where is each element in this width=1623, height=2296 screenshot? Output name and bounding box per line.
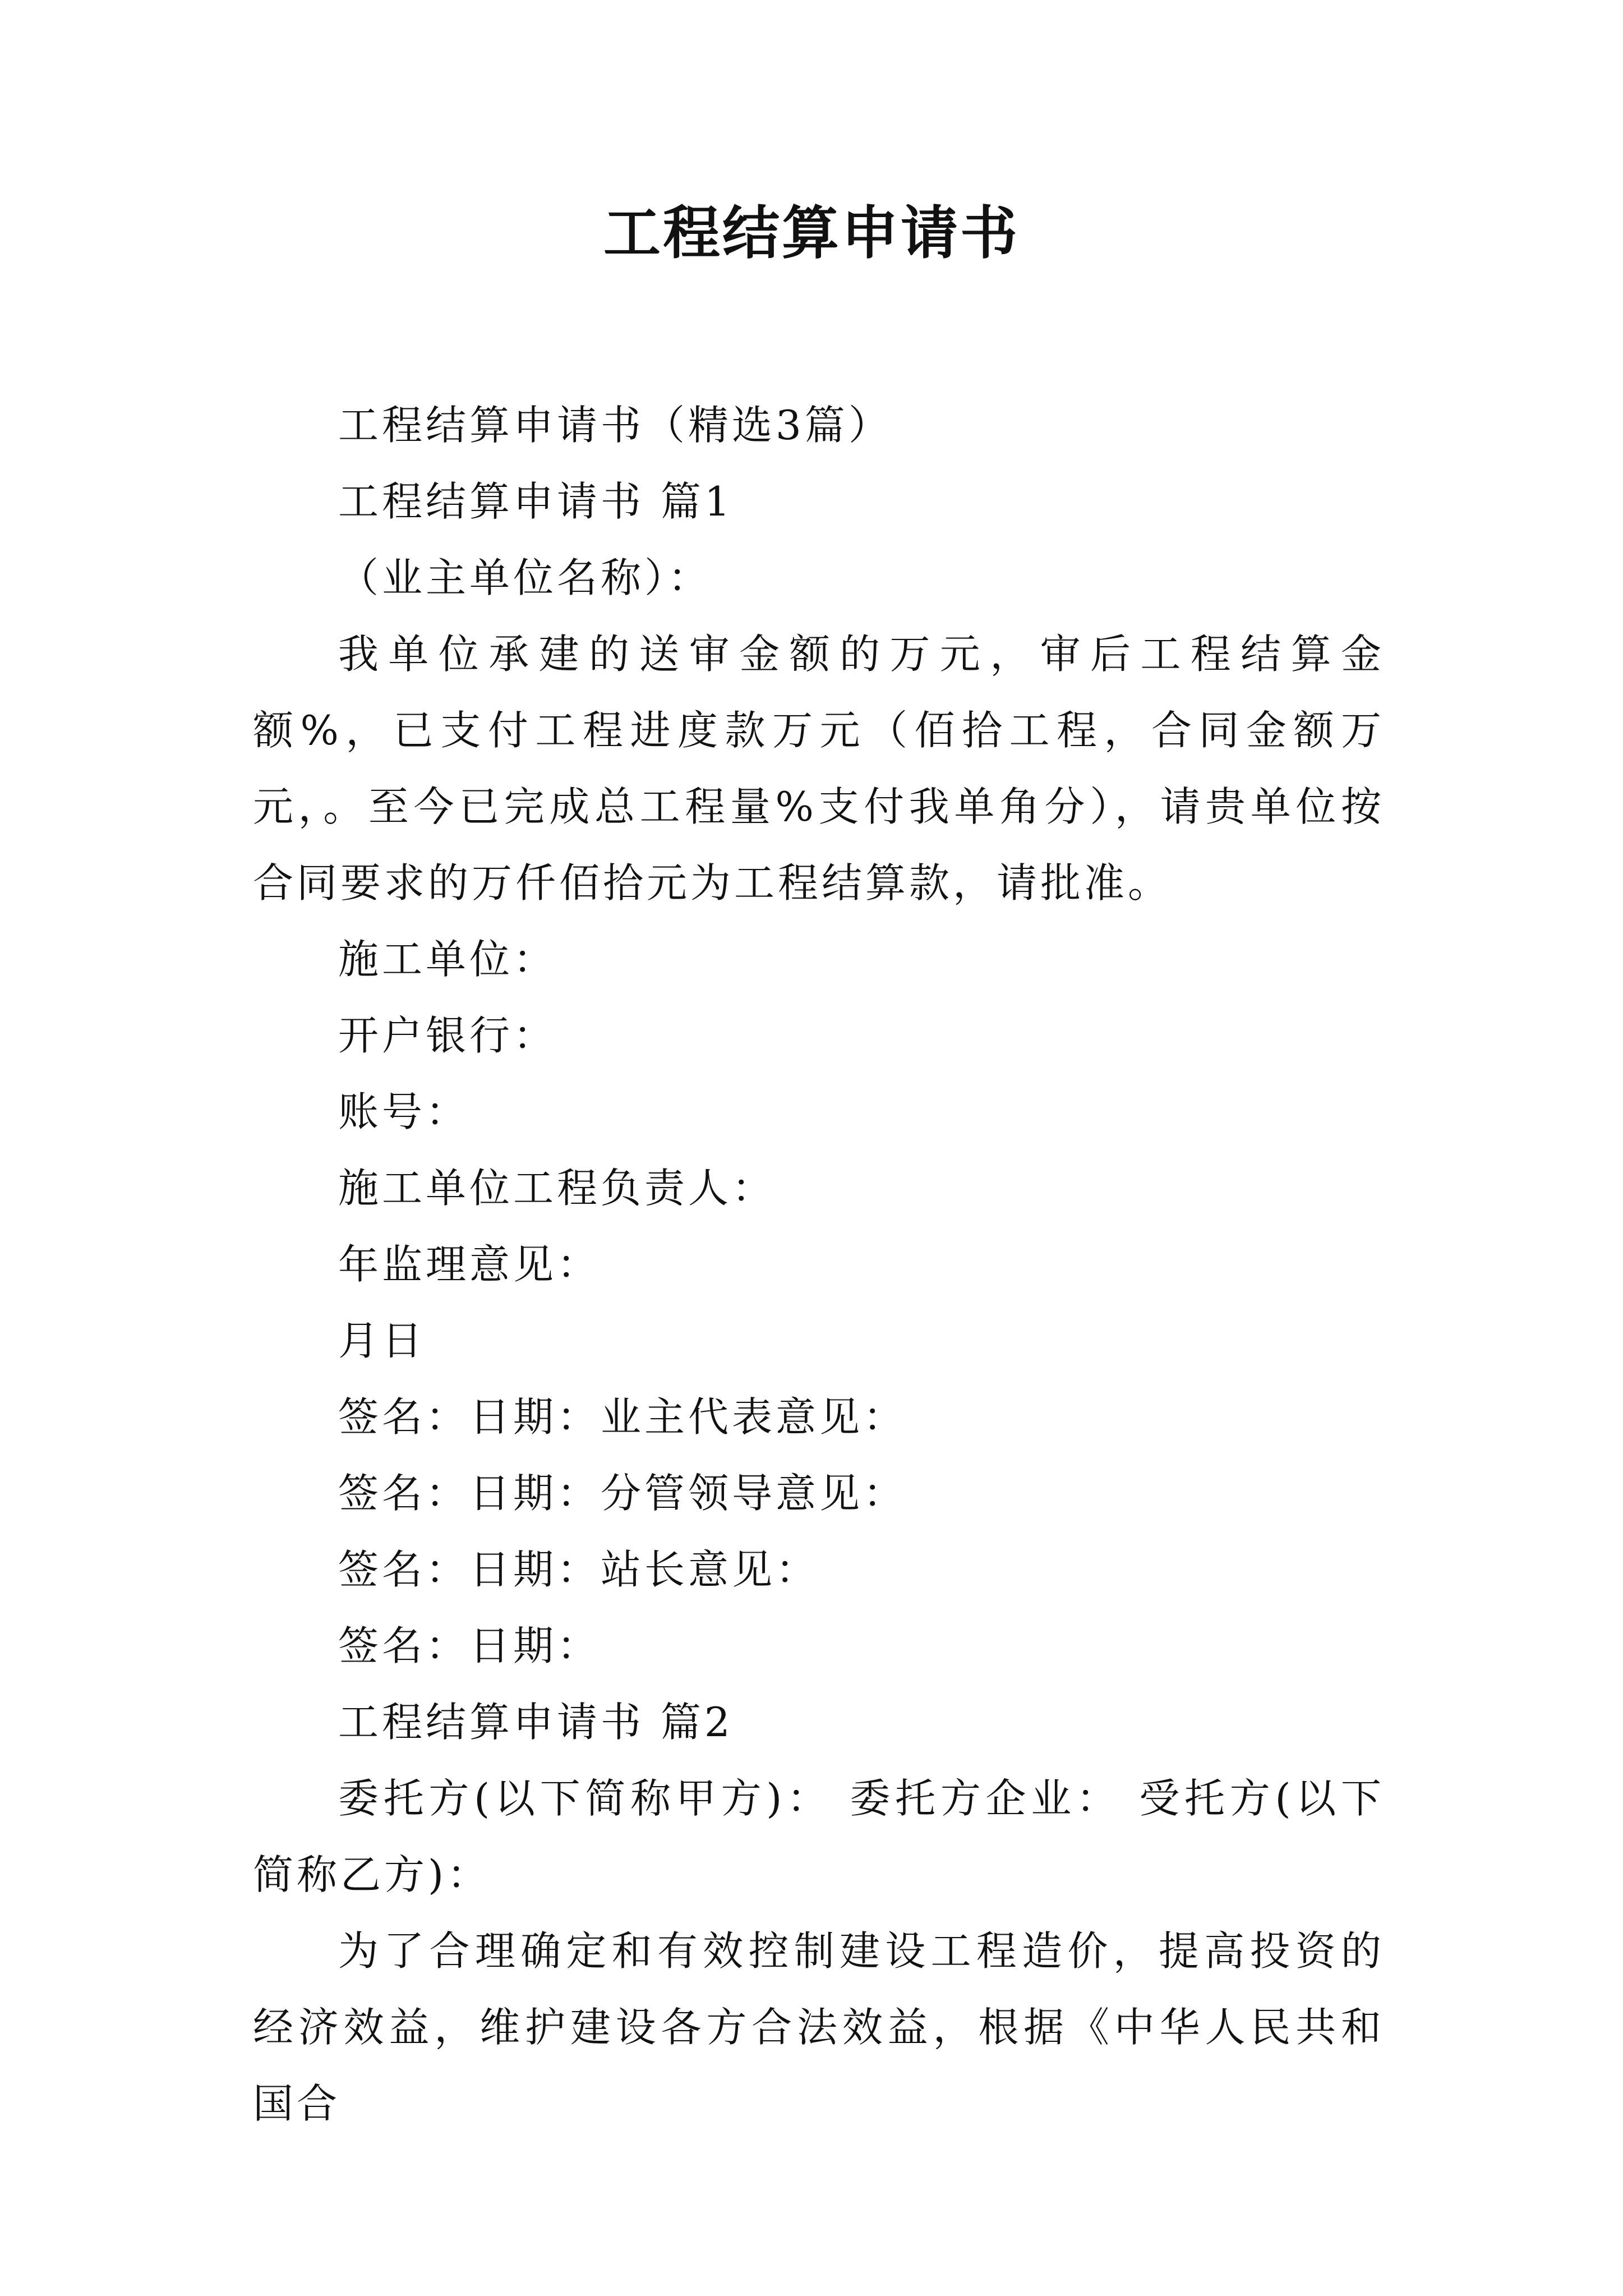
- paragraph-section-1-heading: 工程结算申请书 篇1: [338, 478, 734, 525]
- paragraph-bank: 开户银行：: [338, 1012, 557, 1059]
- paragraph-purpose: 为了合理确定和有效控制建设工程造价，提高投资的经济效益，维护建设各方合法效益，根据《中华人民共和国合: [253, 1927, 1385, 2127]
- paragraph-parties: 委托方(以下简称甲方)： 委托方企业： 受托方(以下简称乙方)：: [253, 1775, 1385, 1898]
- paragraph-project-lead: 施工单位工程负责人：: [338, 1165, 776, 1212]
- paragraph-signature-leader: 签名：日期：分管领导意见：: [338, 1470, 907, 1517]
- paragraph-supervision-opinion: 年监理意见：: [338, 1241, 601, 1288]
- document-body: [253, 387, 1385, 2142]
- paragraph-contractor: 施工单位：: [338, 936, 557, 983]
- paragraph-subtitle: 工程结算申请书（精选3篇）: [338, 402, 892, 449]
- paragraph-account: 账号：: [338, 1088, 470, 1135]
- paragraph-request-body: 我单位承建的送审金额的万元，审后工程结算金额%，已支付工程进度款万元（佰拾工程，合同金额万元，。至今已完成总工程量%支付我单角分），请贵单位按合同要求的万仟佰拾元为工程结算款，请批准。: [253, 631, 1385, 907]
- paragraph-signature-director: 签名：日期：站长意见：: [338, 1546, 820, 1593]
- paragraph-section-2-heading: 工程结算申请书 篇2: [338, 1699, 734, 1746]
- paragraph-addressee: （业主单位名称）：: [338, 554, 712, 601]
- paragraph-month-day: 月日: [338, 1317, 426, 1364]
- paragraph-signature-final: 签名：日期：: [338, 1622, 601, 1669]
- paragraph-signature-owner: 签名：日期：业主代表意见：: [338, 1393, 907, 1441]
- document-title: 工程结算申请书: [603, 200, 1020, 267]
